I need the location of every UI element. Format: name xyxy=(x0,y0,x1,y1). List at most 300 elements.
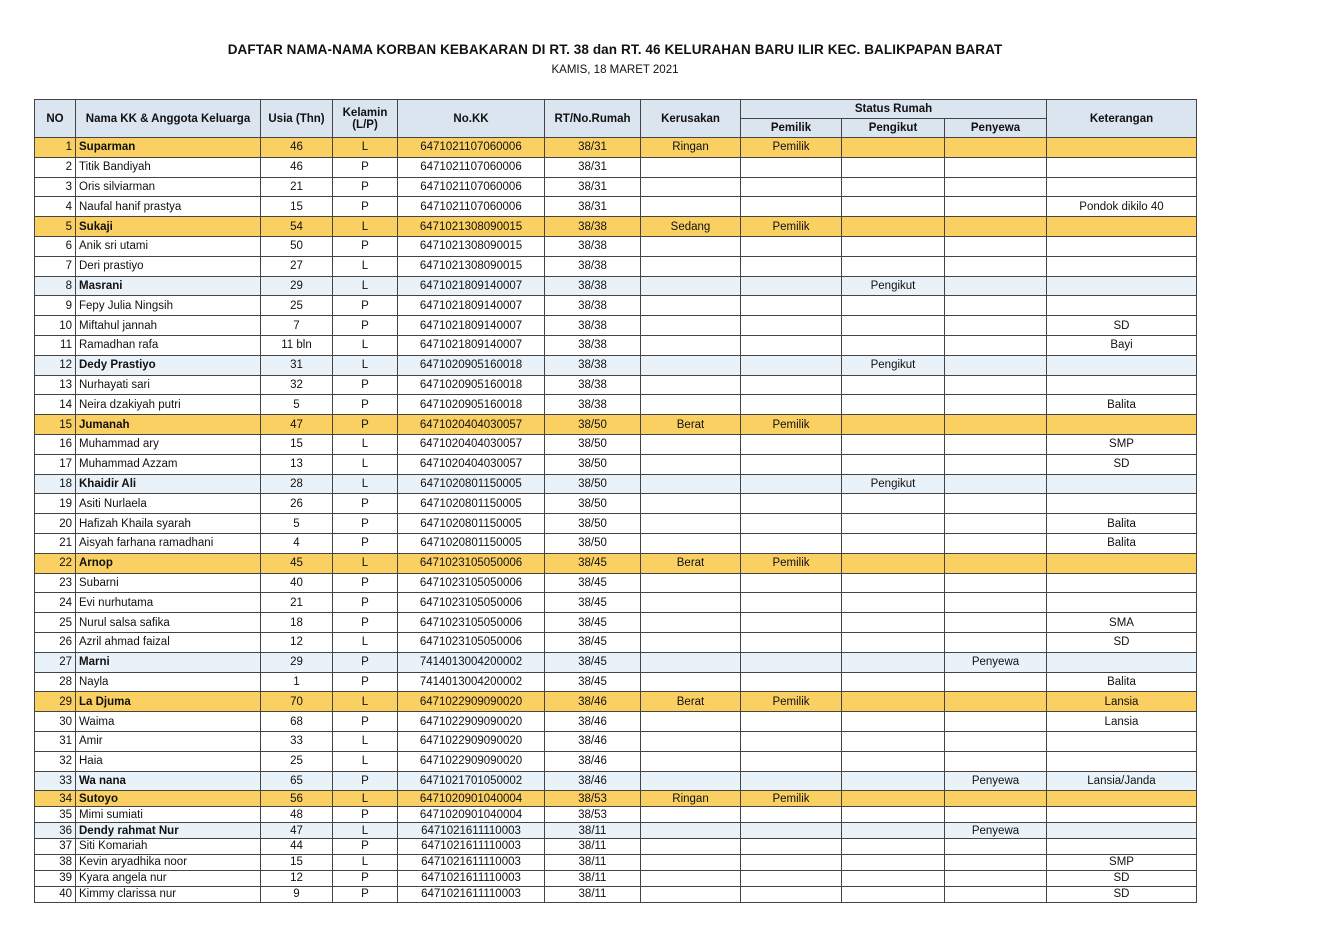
cell-no: 20 xyxy=(35,514,76,534)
table-row xyxy=(35,177,1197,197)
cell-pengikut xyxy=(842,886,945,902)
cell-nokk: 6471021611110003 xyxy=(398,823,545,839)
table-row xyxy=(35,672,1197,692)
cell-kerusakan xyxy=(641,731,741,751)
cell-pemilik xyxy=(741,375,842,395)
table-row xyxy=(35,375,1197,395)
cell-kerusakan xyxy=(641,494,741,514)
cell-pengikut xyxy=(842,514,945,534)
cell-kelamin: P xyxy=(333,838,398,854)
table-row xyxy=(35,157,1197,177)
table-row xyxy=(35,791,1197,807)
cell-rt: 38/31 xyxy=(545,177,641,197)
table-row xyxy=(35,771,1197,791)
cell-nama: Masrani xyxy=(76,276,261,296)
cell-rt: 38/38 xyxy=(545,395,641,415)
cell-no: 38 xyxy=(35,854,76,870)
cell-penyewa xyxy=(945,276,1047,296)
cell-keterangan: SD xyxy=(1047,632,1197,652)
cell-kelamin: P xyxy=(333,593,398,613)
cell-pengikut: Pengikut xyxy=(842,474,945,494)
cell-pemilik xyxy=(741,533,842,553)
cell-rt: 38/50 xyxy=(545,434,641,454)
cell-pemilik: Pemilik xyxy=(741,553,842,573)
cell-nokk: 6471021308090015 xyxy=(398,256,545,276)
cell-penyewa xyxy=(945,474,1047,494)
cell-pemilik xyxy=(741,807,842,823)
cell-pengikut xyxy=(842,494,945,514)
cell-nama: Nurul salsa safika xyxy=(76,613,261,633)
cell-kelamin: P xyxy=(333,236,398,256)
cell-no: 11 xyxy=(35,335,76,355)
cell-kerusakan xyxy=(641,838,741,854)
header-penyewa: Penyewa xyxy=(945,119,1047,138)
cell-nokk: 6471021809140007 xyxy=(398,296,545,316)
header-pengikut: Pengikut xyxy=(842,119,945,138)
cell-penyewa xyxy=(945,632,1047,652)
cell-kerusakan: Sedang xyxy=(641,217,741,237)
cell-kerusakan xyxy=(641,632,741,652)
cell-kerusakan xyxy=(641,870,741,886)
cell-penyewa xyxy=(945,553,1047,573)
cell-pengikut xyxy=(842,632,945,652)
cell-pengikut xyxy=(842,870,945,886)
cell-keterangan: SD xyxy=(1047,454,1197,474)
cell-usia: 46 xyxy=(261,138,333,158)
table-row xyxy=(35,573,1197,593)
cell-pengikut xyxy=(842,712,945,732)
cell-nama: Titik Bandiyah xyxy=(76,157,261,177)
cell-nokk: 6471023105050006 xyxy=(398,613,545,633)
cell-usia: 12 xyxy=(261,870,333,886)
cell-keterangan xyxy=(1047,791,1197,807)
cell-pemilik xyxy=(741,296,842,316)
cell-nokk: 6471021107060006 xyxy=(398,177,545,197)
cell-no: 31 xyxy=(35,731,76,751)
cell-no: 21 xyxy=(35,533,76,553)
cell-rt: 38/38 xyxy=(545,355,641,375)
cell-kelamin: P xyxy=(333,177,398,197)
cell-keterangan: Bayi xyxy=(1047,335,1197,355)
cell-kelamin: P xyxy=(333,886,398,902)
cell-nama: Dedy Prastiyo xyxy=(76,355,261,375)
cell-kelamin: L xyxy=(333,692,398,712)
cell-pemilik xyxy=(741,593,842,613)
cell-nama: Khaidir Ali xyxy=(76,474,261,494)
cell-kelamin: P xyxy=(333,296,398,316)
header-nama: Nama KK & Anggota Keluarga xyxy=(76,100,261,138)
cell-pengikut xyxy=(842,823,945,839)
cell-no: 14 xyxy=(35,395,76,415)
cell-penyewa xyxy=(945,712,1047,732)
cell-pemilik xyxy=(741,197,842,217)
table-row xyxy=(35,533,1197,553)
cell-nama: Kevin aryadhika noor xyxy=(76,854,261,870)
header-kerusakan: Kerusakan xyxy=(641,100,741,138)
cell-rt: 38/50 xyxy=(545,474,641,494)
cell-penyewa xyxy=(945,672,1047,692)
cell-no: 25 xyxy=(35,613,76,633)
cell-penyewa xyxy=(945,355,1047,375)
header-rt: RT/No.Rumah xyxy=(545,100,641,138)
cell-keterangan: SD xyxy=(1047,316,1197,336)
cell-kerusakan xyxy=(641,854,741,870)
header-no: NO xyxy=(35,100,76,138)
cell-penyewa xyxy=(945,573,1047,593)
cell-penyewa xyxy=(945,138,1047,158)
cell-nama: Asiti Nurlaela xyxy=(76,494,261,514)
cell-nokk: 6471020801150005 xyxy=(398,474,545,494)
cell-rt: 38/46 xyxy=(545,731,641,751)
cell-no: 2 xyxy=(35,157,76,177)
cell-nokk: 6471022909090020 xyxy=(398,692,545,712)
cell-pemilik: Pemilik xyxy=(741,217,842,237)
cell-penyewa xyxy=(945,177,1047,197)
cell-keterangan xyxy=(1047,807,1197,823)
cell-kerusakan xyxy=(641,886,741,902)
table-row xyxy=(35,613,1197,633)
cell-nokk: 6471023105050006 xyxy=(398,593,545,613)
cell-kelamin: L xyxy=(333,751,398,771)
cell-pemilik xyxy=(741,771,842,791)
cell-usia: 21 xyxy=(261,593,333,613)
cell-kerusakan xyxy=(641,177,741,197)
table-row xyxy=(35,751,1197,771)
cell-nama: Deri prastiyo xyxy=(76,256,261,276)
cell-no: 36 xyxy=(35,823,76,839)
cell-pemilik xyxy=(741,870,842,886)
cell-nokk: 6471020905160018 xyxy=(398,395,545,415)
cell-kelamin: P xyxy=(333,533,398,553)
cell-no: 8 xyxy=(35,276,76,296)
cell-nama: Jumanah xyxy=(76,415,261,435)
cell-pemilik xyxy=(741,236,842,256)
cell-rt: 38/45 xyxy=(545,672,641,692)
cell-nama: Naufal hanif prastya xyxy=(76,197,261,217)
cell-rt: 38/31 xyxy=(545,197,641,217)
cell-no: 30 xyxy=(35,712,76,732)
cell-penyewa xyxy=(945,434,1047,454)
cell-pemilik xyxy=(741,157,842,177)
cell-kerusakan xyxy=(641,771,741,791)
cell-nama: Haia xyxy=(76,751,261,771)
cell-usia: 65 xyxy=(261,771,333,791)
cell-penyewa xyxy=(945,296,1047,316)
cell-no: 3 xyxy=(35,177,76,197)
cell-keterangan xyxy=(1047,823,1197,839)
cell-usia: 15 xyxy=(261,854,333,870)
cell-usia: 29 xyxy=(261,652,333,672)
table-row xyxy=(35,256,1197,276)
cell-keterangan: Balita xyxy=(1047,672,1197,692)
cell-pengikut xyxy=(842,454,945,474)
cell-pemilik: Pemilik xyxy=(741,415,842,435)
cell-nama: Kimmy clarissa nur xyxy=(76,886,261,902)
cell-usia: 70 xyxy=(261,692,333,712)
cell-kelamin: P xyxy=(333,514,398,534)
cell-penyewa xyxy=(945,751,1047,771)
cell-pengikut xyxy=(842,838,945,854)
cell-penyewa xyxy=(945,316,1047,336)
cell-nokk: 6471022909090020 xyxy=(398,751,545,771)
cell-pemilik xyxy=(741,355,842,375)
cell-kerusakan: Ringan xyxy=(641,138,741,158)
cell-nama: Muhammad ary xyxy=(76,434,261,454)
cell-keterangan: Balita xyxy=(1047,395,1197,415)
cell-keterangan xyxy=(1047,573,1197,593)
cell-kelamin: P xyxy=(333,807,398,823)
cell-keterangan xyxy=(1047,236,1197,256)
cell-pengikut xyxy=(842,415,945,435)
cell-nama: Sukaji xyxy=(76,217,261,237)
table-row xyxy=(35,731,1197,751)
cell-keterangan xyxy=(1047,296,1197,316)
cell-nokk: 6471021611110003 xyxy=(398,838,545,854)
cell-kelamin: L xyxy=(333,355,398,375)
cell-kelamin: P xyxy=(333,197,398,217)
cell-pengikut xyxy=(842,613,945,633)
cell-pemilik xyxy=(741,316,842,336)
cell-nokk: 6471021308090015 xyxy=(398,236,545,256)
cell-nama: Wa nana xyxy=(76,771,261,791)
cell-usia: 27 xyxy=(261,256,333,276)
cell-nama: Hafizah Khaila syarah xyxy=(76,514,261,534)
cell-no: 4 xyxy=(35,197,76,217)
cell-nama: Nayla xyxy=(76,672,261,692)
cell-rt: 38/38 xyxy=(545,217,641,237)
cell-kelamin: P xyxy=(333,771,398,791)
cell-nokk: 6471021611110003 xyxy=(398,886,545,902)
table-row xyxy=(35,138,1197,158)
cell-pemilik xyxy=(741,731,842,751)
cell-kelamin: P xyxy=(333,375,398,395)
cell-kelamin: L xyxy=(333,256,398,276)
cell-usia: 47 xyxy=(261,415,333,435)
cell-nokk: 6471021809140007 xyxy=(398,276,545,296)
table-row xyxy=(35,712,1197,732)
cell-rt: 38/50 xyxy=(545,514,641,534)
cell-rt: 38/45 xyxy=(545,573,641,593)
cell-no: 29 xyxy=(35,692,76,712)
header-nokk: No.KK xyxy=(398,100,545,138)
cell-penyewa xyxy=(945,256,1047,276)
table-row xyxy=(35,514,1197,534)
cell-keterangan xyxy=(1047,494,1197,514)
cell-keterangan xyxy=(1047,838,1197,854)
cell-nama: Mimi sumiati xyxy=(76,807,261,823)
cell-kelamin: P xyxy=(333,395,398,415)
cell-penyewa xyxy=(945,415,1047,435)
cell-kelamin: L xyxy=(333,217,398,237)
cell-rt: 38/53 xyxy=(545,791,641,807)
cell-nama: Oris silviarman xyxy=(76,177,261,197)
table-row xyxy=(35,316,1197,336)
cell-pengikut xyxy=(842,553,945,573)
cell-usia: 31 xyxy=(261,355,333,375)
cell-keterangan xyxy=(1047,355,1197,375)
cell-rt: 38/45 xyxy=(545,593,641,613)
table-row xyxy=(35,415,1197,435)
cell-kerusakan xyxy=(641,751,741,771)
cell-penyewa xyxy=(945,870,1047,886)
table-row xyxy=(35,236,1197,256)
cell-usia: 5 xyxy=(261,514,333,534)
table-row xyxy=(35,454,1197,474)
table-row xyxy=(35,197,1197,217)
cell-penyewa xyxy=(945,197,1047,217)
cell-rt: 38/50 xyxy=(545,533,641,553)
cell-nokk: 6471020404030057 xyxy=(398,415,545,435)
cell-pengikut xyxy=(842,593,945,613)
cell-nama: Marni xyxy=(76,652,261,672)
cell-usia: 4 xyxy=(261,533,333,553)
cell-pemilik xyxy=(741,672,842,692)
cell-kelamin: L xyxy=(333,791,398,807)
cell-no: 26 xyxy=(35,632,76,652)
cell-pengikut xyxy=(842,177,945,197)
cell-rt: 38/38 xyxy=(545,276,641,296)
cell-nokk: 6471021611110003 xyxy=(398,870,545,886)
cell-rt: 38/46 xyxy=(545,712,641,732)
cell-penyewa xyxy=(945,217,1047,237)
cell-nama: Aisyah farhana ramadhani xyxy=(76,533,261,553)
table-body xyxy=(35,138,1197,903)
cell-pengikut xyxy=(842,375,945,395)
cell-pengikut xyxy=(842,807,945,823)
table-row xyxy=(35,854,1197,870)
cell-usia: 12 xyxy=(261,632,333,652)
header-keterangan: Keterangan xyxy=(1047,100,1197,138)
table-header xyxy=(35,100,1197,138)
cell-keterangan: SD xyxy=(1047,886,1197,902)
cell-rt: 38/45 xyxy=(545,553,641,573)
cell-pemilik xyxy=(741,474,842,494)
cell-kelamin: P xyxy=(333,652,398,672)
cell-kerusakan: Berat xyxy=(641,692,741,712)
header-status-rumah: Status Rumah xyxy=(741,100,1047,119)
cell-usia: 5 xyxy=(261,395,333,415)
cell-keterangan xyxy=(1047,593,1197,613)
cell-kelamin: L xyxy=(333,854,398,870)
cell-penyewa xyxy=(945,157,1047,177)
cell-penyewa xyxy=(945,807,1047,823)
cell-pengikut xyxy=(842,652,945,672)
cell-keterangan: Lansia xyxy=(1047,692,1197,712)
cell-rt: 38/38 xyxy=(545,256,641,276)
cell-no: 23 xyxy=(35,573,76,593)
cell-pengikut xyxy=(842,573,945,593)
cell-kerusakan xyxy=(641,672,741,692)
cell-keterangan xyxy=(1047,553,1197,573)
table-row xyxy=(35,838,1197,854)
cell-no: 34 xyxy=(35,791,76,807)
cell-pengikut xyxy=(842,434,945,454)
cell-no: 32 xyxy=(35,751,76,771)
cell-kerusakan xyxy=(641,296,741,316)
cell-nokk: 6471020801150005 xyxy=(398,514,545,534)
cell-keterangan xyxy=(1047,415,1197,435)
cell-rt: 38/53 xyxy=(545,807,641,823)
cell-no: 19 xyxy=(35,494,76,514)
cell-nokk: 6471020905160018 xyxy=(398,355,545,375)
cell-rt: 38/45 xyxy=(545,632,641,652)
cell-pemilik xyxy=(741,838,842,854)
cell-nama: Siti Komariah xyxy=(76,838,261,854)
cell-usia: 1 xyxy=(261,672,333,692)
cell-pengikut xyxy=(842,751,945,771)
cell-nokk: 6471021701050002 xyxy=(398,771,545,791)
cell-kelamin: P xyxy=(333,613,398,633)
cell-rt: 38/50 xyxy=(545,454,641,474)
cell-rt: 38/11 xyxy=(545,886,641,902)
cell-kerusakan xyxy=(641,395,741,415)
cell-penyewa: Penyewa xyxy=(945,771,1047,791)
cell-kelamin: P xyxy=(333,157,398,177)
cell-pemilik: Pemilik xyxy=(741,692,842,712)
table-row xyxy=(35,886,1197,902)
cell-keterangan xyxy=(1047,474,1197,494)
cell-nokk: 6471021809140007 xyxy=(398,316,545,336)
cell-usia: 29 xyxy=(261,276,333,296)
cell-rt: 38/11 xyxy=(545,854,641,870)
cell-nama: Evi nurhutama xyxy=(76,593,261,613)
cell-pengikut: Pengikut xyxy=(842,355,945,375)
cell-rt: 38/50 xyxy=(545,415,641,435)
cell-nama: Kyara angela nur xyxy=(76,870,261,886)
cell-pengikut: Pengikut xyxy=(842,276,945,296)
cell-usia: 45 xyxy=(261,553,333,573)
cell-nokk: 6471022909090020 xyxy=(398,731,545,751)
cell-keterangan xyxy=(1047,157,1197,177)
cell-usia: 47 xyxy=(261,823,333,839)
cell-nokk: 6471021308090015 xyxy=(398,217,545,237)
cell-keterangan: SD xyxy=(1047,870,1197,886)
cell-kelamin: P xyxy=(333,316,398,336)
cell-pengikut xyxy=(842,138,945,158)
cell-no: 24 xyxy=(35,593,76,613)
cell-kelamin: P xyxy=(333,573,398,593)
cell-pengikut xyxy=(842,197,945,217)
cell-pemilik xyxy=(741,573,842,593)
cell-no: 28 xyxy=(35,672,76,692)
cell-no: 27 xyxy=(35,652,76,672)
cell-kelamin: L xyxy=(333,276,398,296)
cell-kelamin: L xyxy=(333,731,398,751)
cell-rt: 38/11 xyxy=(545,870,641,886)
cell-pemilik xyxy=(741,751,842,771)
victims-table xyxy=(34,99,1197,903)
cell-kerusakan: Ringan xyxy=(641,791,741,807)
cell-rt: 38/38 xyxy=(545,335,641,355)
cell-kerusakan xyxy=(641,514,741,534)
table-row xyxy=(35,823,1197,839)
cell-kerusakan xyxy=(641,256,741,276)
cell-keterangan: Balita xyxy=(1047,514,1197,534)
cell-rt: 38/31 xyxy=(545,157,641,177)
cell-no: 5 xyxy=(35,217,76,237)
cell-nokk: 6471023105050006 xyxy=(398,553,545,573)
table-row xyxy=(35,553,1197,573)
cell-nokk: 6471020901040004 xyxy=(398,807,545,823)
cell-penyewa xyxy=(945,692,1047,712)
cell-pemilik: Pemilik xyxy=(741,791,842,807)
cell-nokk: 6471020801150005 xyxy=(398,494,545,514)
cell-keterangan xyxy=(1047,652,1197,672)
cell-no: 39 xyxy=(35,870,76,886)
cell-no: 9 xyxy=(35,296,76,316)
header-usia: Usia (Thn) xyxy=(261,100,333,138)
cell-usia: 28 xyxy=(261,474,333,494)
